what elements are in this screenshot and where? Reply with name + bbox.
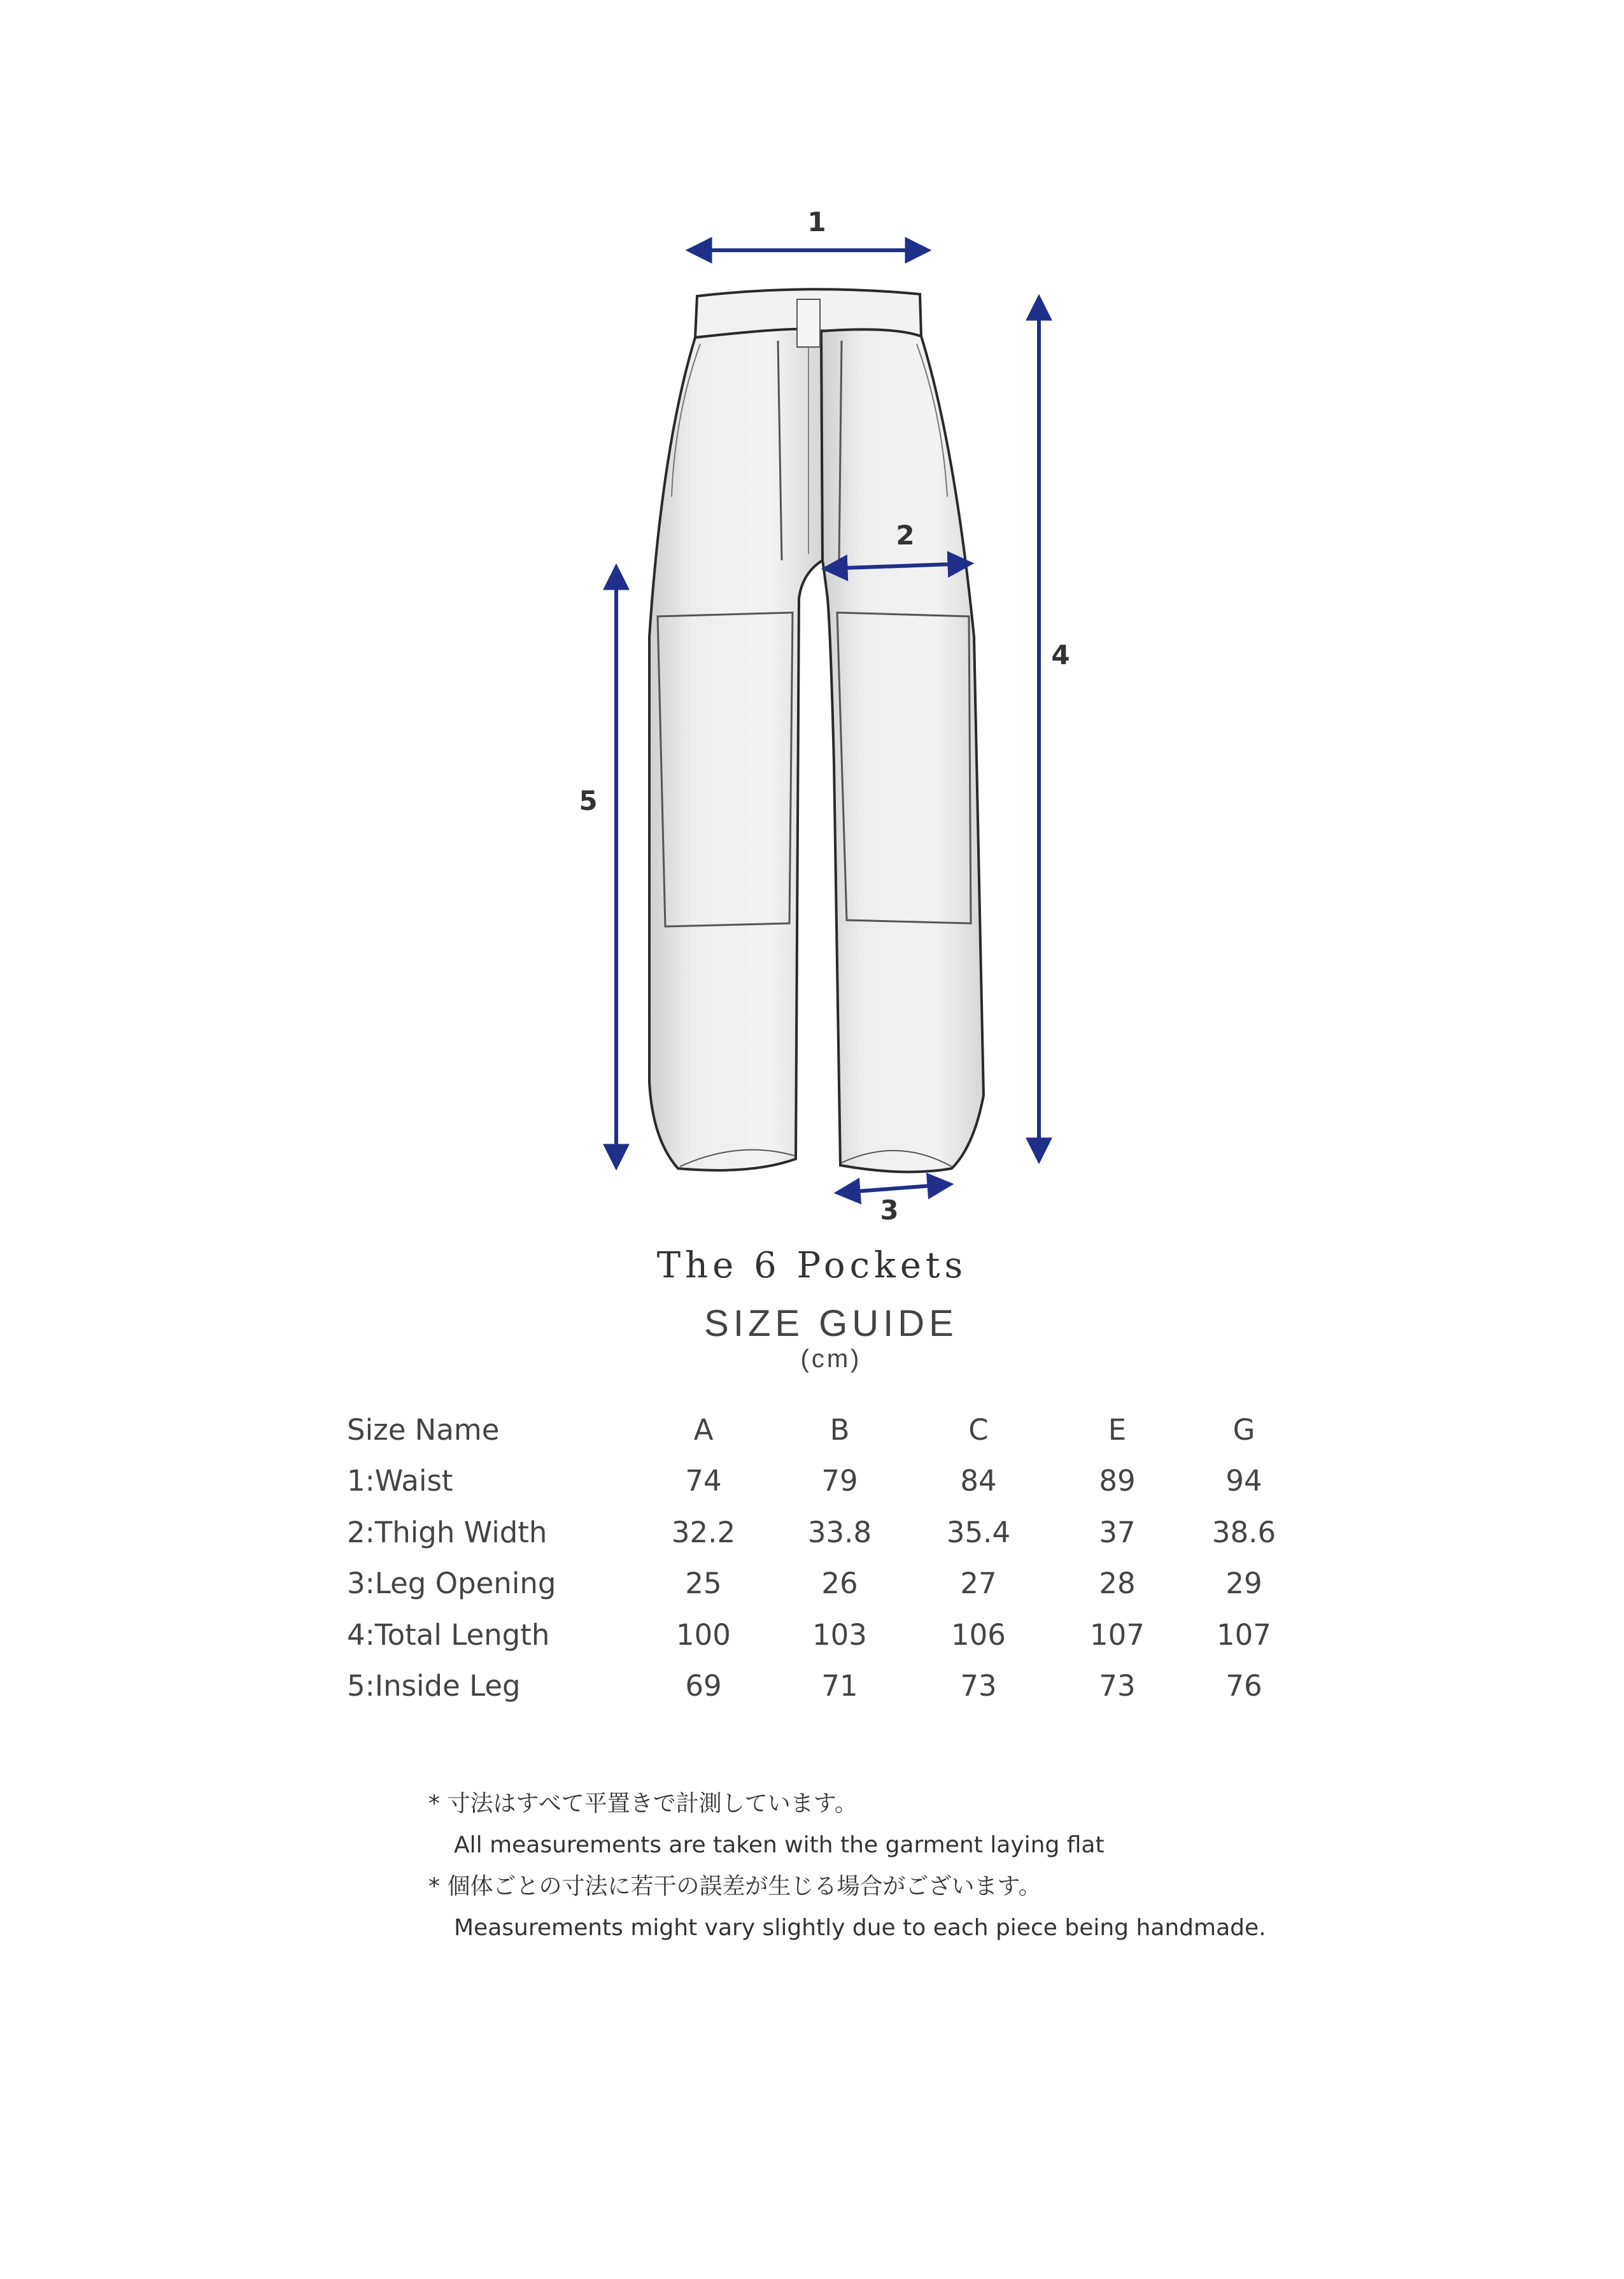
table-row xyxy=(347,1558,1301,1610)
table-header-cell: Size Name xyxy=(347,1412,500,1447)
table-cell: 73 xyxy=(1099,1669,1136,1703)
table-row xyxy=(347,1507,1301,1558)
table-row xyxy=(347,1456,1301,1507)
table-cell: 29 xyxy=(1225,1566,1262,1601)
table-row-label: 1:Waist xyxy=(347,1464,453,1498)
table-header-cell: E xyxy=(1108,1412,1127,1447)
table-cell: 74 xyxy=(685,1464,722,1498)
table-cell: 84 xyxy=(960,1464,997,1498)
table-cell: 71 xyxy=(821,1669,858,1703)
table-row-label: 5:Inside Leg xyxy=(347,1669,521,1703)
label-total-length: 4 xyxy=(1051,639,1070,671)
table-row xyxy=(347,1609,1301,1661)
table-cell: 25 xyxy=(685,1566,722,1601)
pants-drawing xyxy=(649,289,984,1172)
table-row xyxy=(347,1661,1301,1712)
table-cell: 103 xyxy=(812,1617,867,1652)
table-cell: 73 xyxy=(960,1669,997,1703)
table-header-cell: B xyxy=(830,1412,850,1447)
table-header-cell: C xyxy=(968,1412,989,1447)
table-cell: 27 xyxy=(960,1566,997,1601)
note-jp-handmade: * 個体ごとの寸法に若干の誤差が生じる場合がございます。 xyxy=(428,1873,1041,1899)
note-jp-flat: * 寸法はすべて平置きで計測しています。 xyxy=(428,1791,858,1817)
table-cell: 26 xyxy=(821,1566,858,1601)
table-cell: 69 xyxy=(685,1669,722,1703)
table-cell: 76 xyxy=(1225,1669,1262,1703)
table-row-label: 4:Total Length xyxy=(347,1617,550,1652)
label-thigh-width: 2 xyxy=(896,520,915,551)
unit-label: (cm) xyxy=(800,1345,862,1373)
table-header-cell: G xyxy=(1232,1412,1255,1447)
table-row-label: 2:Thigh Width xyxy=(347,1515,547,1549)
table-cell: 35.4 xyxy=(946,1515,1011,1549)
table-cell: 37 xyxy=(1099,1515,1136,1549)
table-cell: 106 xyxy=(951,1617,1006,1652)
size-table xyxy=(347,1404,1301,1712)
table-cell: 38.6 xyxy=(1211,1515,1276,1549)
product-title: The 6 Pockets xyxy=(656,1245,968,1286)
table-header-cell: A xyxy=(693,1412,714,1447)
arrow-leg-opening xyxy=(839,1184,949,1193)
table-cell: 107 xyxy=(1217,1617,1271,1652)
label-inside-leg: 5 xyxy=(579,785,598,816)
size-guide-heading: SIZE GUIDE xyxy=(704,1303,958,1344)
table-cell: 107 xyxy=(1090,1617,1145,1652)
table-row-label: 3:Leg Opening xyxy=(347,1566,556,1601)
notes xyxy=(428,1783,1266,1949)
note-en-flat: All measurements are taken with the garment laying flat xyxy=(454,1832,1105,1858)
table-cell: 28 xyxy=(1099,1566,1136,1601)
table-header-row xyxy=(347,1404,1301,1456)
table-cell: 89 xyxy=(1099,1464,1136,1498)
table-cell: 79 xyxy=(821,1464,858,1498)
table-cell: 94 xyxy=(1225,1464,1262,1498)
label-leg-opening: 3 xyxy=(880,1195,899,1226)
table-cell: 33.8 xyxy=(807,1515,872,1549)
label-waist: 1 xyxy=(807,206,826,238)
table-cell: 100 xyxy=(676,1617,731,1652)
note-en-handmade: Measurements might vary slightly due to each piece being handmade. xyxy=(454,1915,1266,1941)
table-cell: 32.2 xyxy=(671,1515,736,1549)
